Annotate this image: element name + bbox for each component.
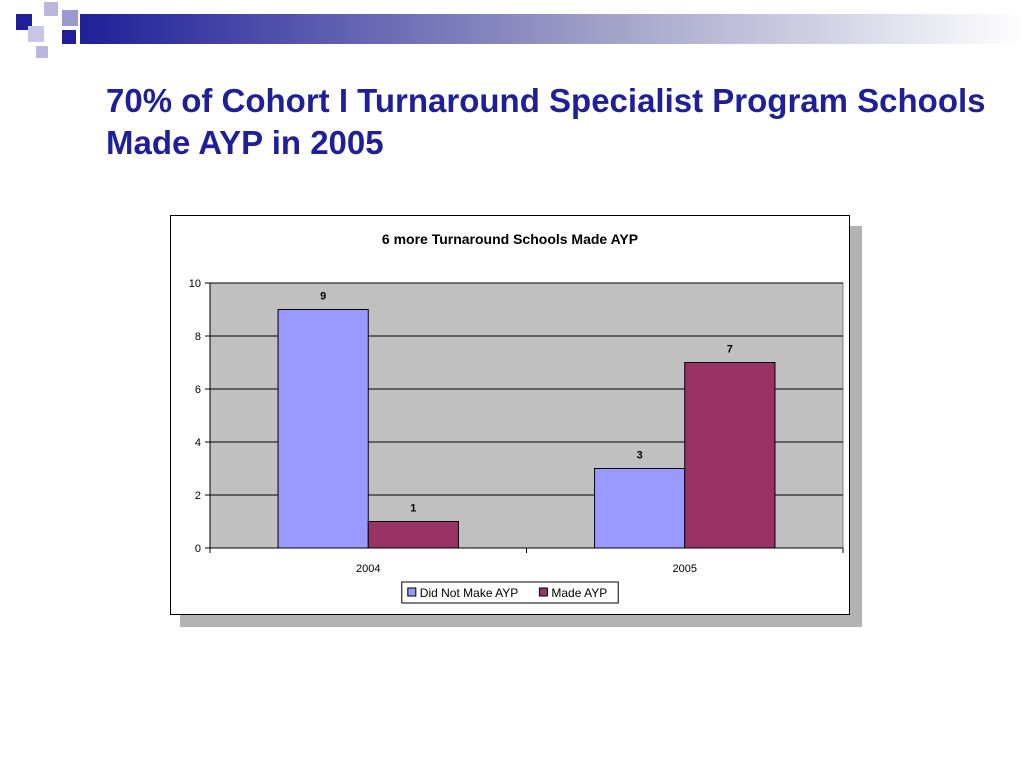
- slide-title: 70% of Cohort I Turnaround Specialist Program Schools Made AYP in 2005: [106, 82, 986, 161]
- deco-square: [28, 26, 44, 42]
- data-label: 9: [320, 290, 327, 303]
- bar-did-not-make-ayp-2005: [595, 469, 685, 549]
- x-category-label: 2004: [356, 563, 381, 575]
- y-tick-label: 10: [188, 278, 201, 290]
- chart-title: 6 more Turnaround Schools Made AYP: [381, 231, 639, 247]
- data-label: 3: [636, 449, 643, 462]
- bar-chart: [171, 216, 849, 614]
- deco-square: [62, 10, 78, 26]
- header-gradient-bar: [80, 14, 1024, 44]
- legend-swatch: [408, 588, 416, 596]
- deco-square: [62, 30, 76, 44]
- data-label: 1: [410, 502, 417, 515]
- y-tick-label: 0: [194, 543, 201, 555]
- corner-decoration: [0, 0, 1024, 60]
- legend-label: Made AYP: [551, 586, 608, 600]
- bar-did-not-make-ayp-2004: [278, 310, 368, 549]
- deco-square: [36, 46, 48, 58]
- y-tick-label: 6: [194, 384, 201, 396]
- legend-swatch: [539, 588, 547, 596]
- legend-label: Did Not Make AYP: [419, 586, 519, 600]
- x-category-label: 2005: [672, 563, 697, 575]
- y-tick-label: 4: [194, 437, 201, 449]
- y-tick-label: 2: [194, 490, 201, 502]
- data-label: 7: [726, 343, 733, 356]
- chart-frame: [170, 215, 850, 615]
- y-tick-label: 8: [194, 331, 201, 343]
- deco-square: [44, 2, 58, 16]
- bar-made-ayp-2005: [685, 363, 775, 549]
- bar-made-ayp-2004: [368, 522, 458, 549]
